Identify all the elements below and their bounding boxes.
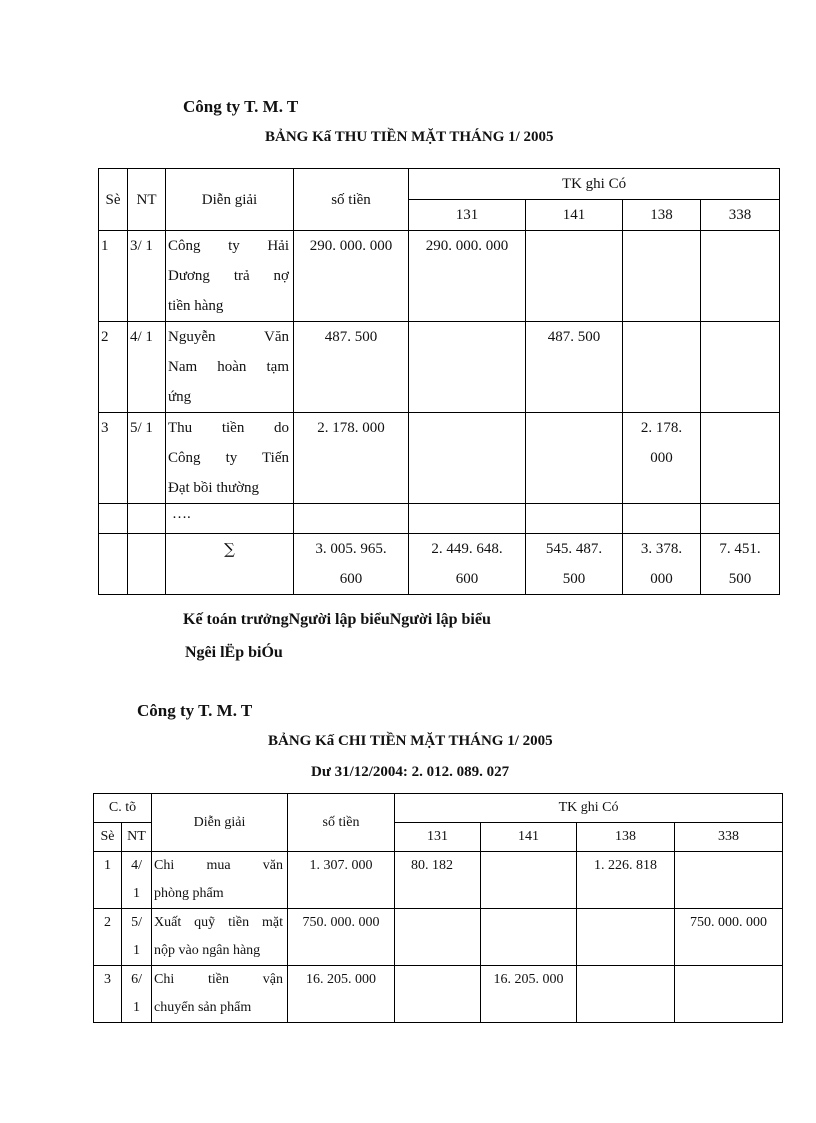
- row-account-141: [526, 413, 623, 504]
- header-amount: số tiền: [288, 794, 395, 852]
- header-description: Diễn giải: [166, 169, 294, 231]
- row-account-338: [701, 413, 780, 504]
- receipts-table: [98, 168, 780, 595]
- header-nt: NT: [122, 823, 152, 852]
- row-nt: 4/ 1: [122, 852, 152, 909]
- row-account-131: 80. 182: [395, 852, 481, 909]
- row-account-131: [409, 413, 526, 504]
- row-nt: 3/ 1: [128, 231, 166, 322]
- header-ct: C. tõ: [94, 794, 152, 823]
- total-account-138: 3. 378. 000: [623, 534, 701, 595]
- row-account-141: 487. 500: [526, 322, 623, 413]
- row-se: 1: [94, 852, 122, 909]
- row-account-138: [577, 909, 675, 966]
- sum-symbol: ∑: [166, 534, 294, 595]
- description-line: Chi tiền vận: [154, 972, 284, 987]
- row-account-138: [623, 322, 701, 413]
- signature-line: Kế toán trưởngNgười lập biểuNgười lập biểu: [183, 611, 491, 628]
- row-se: 3: [94, 966, 122, 1023]
- row-account-131: [395, 909, 481, 966]
- header-account-338: 338: [701, 200, 780, 231]
- row-description: [166, 231, 294, 322]
- description-line: Công ty Hải: [168, 238, 289, 254]
- company-name-2: Công ty T. M. T: [137, 701, 253, 720]
- header-description: Diễn giải: [152, 794, 288, 852]
- header-account-131: 131: [409, 200, 526, 231]
- row-amount: 16. 205. 000: [288, 966, 395, 1023]
- row-description: [152, 909, 288, 966]
- header-account-138: 138: [623, 200, 701, 231]
- table-row: [99, 322, 780, 413]
- table-row: [99, 504, 780, 534]
- row-account-338: [701, 322, 780, 413]
- payments-title: BẢNG Kấ CHI TIỀN MẶT THÁNG 1/ 2005: [268, 733, 553, 749]
- header-tk-credit: TK ghi Có: [395, 794, 783, 823]
- description-line: Nguyễn Văn: [168, 329, 289, 345]
- row-se: 2: [94, 909, 122, 966]
- table-row: [94, 909, 783, 966]
- table-row: [94, 966, 783, 1023]
- row-amount: 2. 178. 000: [294, 413, 409, 504]
- row-account-338: [675, 852, 783, 909]
- row-description: [166, 322, 294, 413]
- garbled-signature: Ngêi lËp biÓu: [185, 644, 283, 661]
- row-nt: 6/ 1: [122, 966, 152, 1023]
- header-account-141: 141: [526, 200, 623, 231]
- total-account-131: 2. 449. 648. 600: [409, 534, 526, 595]
- row-se: 2: [99, 322, 128, 413]
- description-line: Thu tiền do: [168, 420, 289, 436]
- header-account-338: 338: [675, 823, 783, 852]
- table-row: [99, 413, 780, 504]
- description-line: Xuất quỹ tiền mặt: [154, 915, 284, 930]
- table-row: [94, 852, 783, 909]
- row-account-141: [526, 231, 623, 322]
- row-account-338: [701, 231, 780, 322]
- row-account-138: [623, 231, 701, 322]
- total-row: [99, 534, 780, 595]
- row-nt: 5/ 1: [122, 909, 152, 966]
- opening-balance: Dư 31/12/2004: 2. 012. 089. 027: [311, 764, 510, 780]
- description-line: Công ty Tiến: [168, 450, 289, 466]
- row-account-338: 750. 000. 000: [675, 909, 783, 966]
- row-description: [152, 966, 288, 1023]
- row-account-138: 1. 226. 818: [577, 852, 675, 909]
- row-nt: 5/ 1: [128, 413, 166, 504]
- total-account-338: 7. 451. 500: [701, 534, 780, 595]
- description-line: chuyển sản phẩm: [154, 1000, 252, 1015]
- description-line: Chi mua văn: [154, 858, 284, 873]
- description-line: phòng phẩm: [154, 886, 224, 901]
- header-tk-credit: TK ghi Có: [409, 169, 780, 200]
- header-nt: NT: [128, 169, 166, 231]
- row-description: [166, 413, 294, 504]
- header-se: Sè: [99, 169, 128, 231]
- row-se: 3: [99, 413, 128, 504]
- row-se: 1: [99, 231, 128, 322]
- row-account-338: [675, 966, 783, 1023]
- row-amount: 290. 000. 000: [294, 231, 409, 322]
- total-account-141: 545. 487. 500: [526, 534, 623, 595]
- row-amount: 1. 307. 000: [288, 852, 395, 909]
- row-account-131: 290. 000. 000: [409, 231, 526, 322]
- ellipsis-text: ….: [166, 504, 294, 534]
- row-account-141: [481, 909, 577, 966]
- row-account-141: [481, 852, 577, 909]
- table-row: [99, 231, 780, 322]
- header-account-138: 138: [577, 823, 675, 852]
- payments-table: [93, 793, 783, 1023]
- description-line: Nam hoàn tạm: [168, 359, 289, 375]
- row-account-141: 16. 205. 000: [481, 966, 577, 1023]
- row-nt: 4/ 1: [128, 322, 166, 413]
- header-se: Sè: [94, 823, 122, 852]
- receipts-title: BẢNG Kấ THU TIỀN MẶT THÁNG 1/ 2005: [265, 129, 554, 145]
- description-line: Đạt bồi thường: [168, 480, 260, 496]
- description-line: tiền hàng: [168, 298, 224, 314]
- row-account-131: [409, 322, 526, 413]
- description-line: ứng: [168, 389, 192, 405]
- total-amount: 3. 005. 965. 600: [294, 534, 409, 595]
- header-amount: số tiền: [294, 169, 409, 231]
- description-line: Dương trả nợ: [168, 268, 289, 284]
- row-amount: 487. 500: [294, 322, 409, 413]
- row-account-138: [577, 966, 675, 1023]
- row-amount: 750. 000. 000: [288, 909, 395, 966]
- row-account-131: [395, 966, 481, 1023]
- company-name-1: Công ty T. M. T: [183, 97, 299, 116]
- row-description: [152, 852, 288, 909]
- description-line: nộp vào ngân hàng: [154, 943, 261, 958]
- header-account-141: 141: [481, 823, 577, 852]
- header-account-131: 131: [395, 823, 481, 852]
- row-account-138: 2. 178. 000: [623, 413, 701, 504]
